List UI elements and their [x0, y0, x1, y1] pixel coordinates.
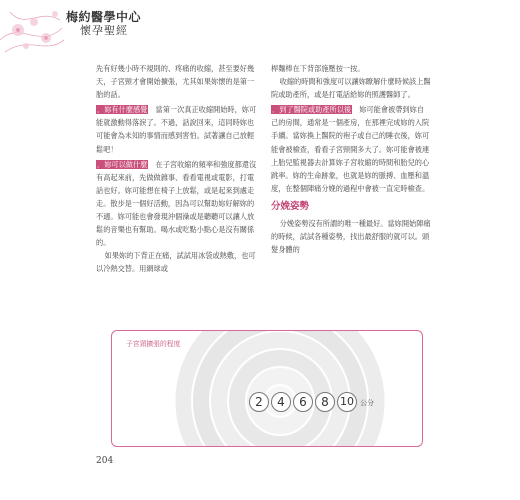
dilation-label-10: 10 — [337, 392, 357, 412]
dilation-label-4: 4 — [271, 392, 291, 412]
right-column — [271, 62, 431, 256]
right-paragraph-4: 分娩姿勢沒有所謂的唯一種最好。當妳開始陣痛的時候，試試各種姿勢，找出最舒服的就可以。頭髮身體的 — [271, 218, 431, 255]
subheading-feelings: ．妳有什麼感覺 — [97, 105, 148, 115]
subheading-at-hospital: ．到了醫院或助產所以後 — [272, 105, 352, 115]
right-paragraph-2: 收縮的時間和強度可以讓妳瞭解什麼時候該上醫院或助產所，或是打電話給妳的照護醫師了。 — [271, 77, 431, 100]
page-number: 204 — [96, 456, 114, 466]
left-column — [96, 62, 259, 276]
left-paragraph-2-wrap — [96, 103, 259, 155]
dilation-figure — [111, 330, 423, 447]
dilation-label-6: 6 — [293, 392, 313, 412]
left-paragraph-4: 如果妳的下背正在痛，試試用冰袋或熱敷，也可以冷熱交替。用網球或 — [96, 251, 256, 274]
figure-title: 子宮頸擴張的程度 — [126, 340, 181, 348]
right-paragraph-3: 妳可能會被帶到妳自己的房間，通常是一個產房，在那裡完成妳的入院手續。當妳換上醫院的袍子或自己的睡衣後，妳可能會被檢查，看看子宮頸開多大了。妳可能會被連上胎兒監視器去計算妳子宮收縮的時間和胎兒的心跳率。妳的生命跡象，也就是妳的脈搏、血壓和溫度，在整個陣痛分娩的過程中會被一直定時檢查。 — [271, 105, 430, 193]
running-header — [66, 10, 141, 37]
left-paragraph-3-wrap — [96, 158, 259, 250]
dilation-label-2: 2 — [249, 392, 269, 412]
left-paragraph-3: 在子宮收縮的頻率和強度都還沒有高起來前，先做做雜事、看看電視或電影，打電話也好。妳可能想在椅子上放鬆，或是起來到處走走。散步是一個好活動，因為可以幫助妳好解妳的不適。妳可能也會發現沖個澡或是聽聽可以讓人放鬆的音樂也有幫助。喝水或吃點小點心是沒有關係的。 — [96, 159, 257, 248]
left-paragraph-2: 當第一次真正收縮開始時，妳可能就激動得落淚了。不過，話說回來，這同時妳也可能會為未知的事情而感到害怕。試著讓自己放輕鬆吧！ — [96, 105, 257, 154]
right-paragraph-3-wrap — [271, 103, 431, 195]
dilation-circles — [112, 331, 422, 446]
right-paragraph-1: 桿麵棒在下背部施壓按一按。 — [271, 64, 365, 73]
unit-label: 公分 — [360, 399, 374, 407]
subheading-what-to-do: ．妳可以做什麼 — [97, 159, 148, 169]
section-title: 分娩姿勢 — [271, 200, 310, 212]
book-title: 梅約醫學中心 — [66, 10, 142, 24]
left-paragraph-1: 先有好幾小時不規則的、疼痛的收縮，甚至要好幾天，子宮頸才會開始擴張，尤其如果妳懷的是第一胎的話。 — [96, 64, 255, 100]
dilation-label-8: 8 — [315, 392, 335, 412]
book-subtitle: 懷孕聖經 — [80, 24, 128, 37]
